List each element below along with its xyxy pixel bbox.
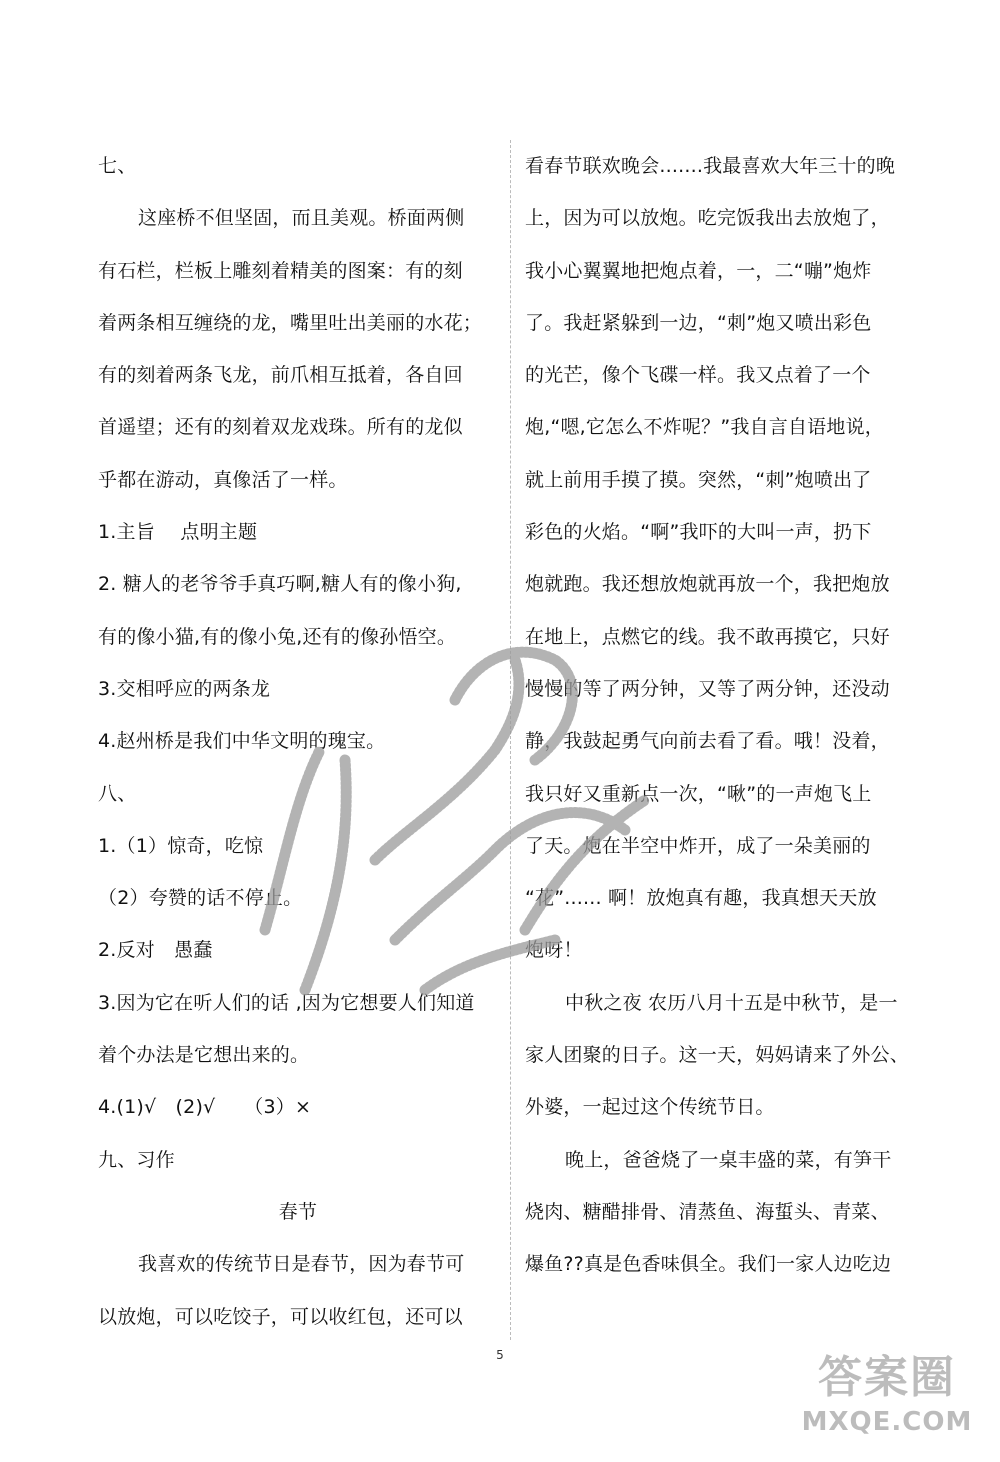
left-text-line: 3.因为它在听人们的话 ,因为它想要人们知道 [98,991,475,1014]
right-text-line: 了。我赶紧躲到一边，“刺”炮又喷出彩色 [525,311,872,334]
left-text-line: 八、 [98,782,137,805]
right-text-line: 慢慢的等了两分钟，又等了两分钟，还没动 [525,677,890,700]
right-text-line: 炮,“嗯,它怎么不炸呢？”我自言自语地说， [525,416,884,439]
page-number: 5 [496,1348,504,1362]
right-text-line: 上，因为可以放炮。吃完饭我出去放炮了， [525,207,890,230]
left-text-line: 乎都在游动，真像活了一样。 [98,468,348,491]
right-text-line: 中秋之夜 农历八月十五是中秋节，是一 [565,991,898,1014]
left-text-line: 这座桥不但坚固，而且美观。桥面两侧 [138,207,465,230]
right-text-line: 爆鱼??真是色香味俱全。我们一家人边吃边 [525,1253,892,1276]
right-text-line: 看春节联欢晚会.......我最喜欢大年三十的晚 [525,155,896,177]
right-text-line: 我只好又重新点一次，“啾”的一声炮飞上 [525,782,872,805]
left-text-line: 4.(1)√ (2)√ （3）× [98,1096,312,1119]
right-text-line: 了天。炮在半空中炸开，成了一朵美丽的 [525,834,871,857]
left-text-line: 有的刻着两条飞龙，前爪相互抵着，各自回 [98,364,463,387]
left-text-line: 2.反对 愚蠢 [98,939,213,962]
left-text-line: 以放炮，可以吃饺子，可以收红包，还可以 [98,1305,463,1328]
left-text-line: 1.主旨 点明主题 [98,521,258,544]
right-text-line: 彩色的火焰。“啊”我吓的大叫一声，扔下 [525,521,872,544]
right-text-line: 烧肉、糖醋排骨、清蒸鱼、海蜇头、青菜、 [525,1200,890,1223]
left-text-line: （2）夸赞的话不停止。 [98,887,303,910]
site-logo [792,1350,982,1450]
left-text-line: 有的像小猫,有的像小兔,还有的像孙悟空。 [98,625,457,648]
right-text-line: 的光芒，像个飞碟一样。我又点着了一个 [525,364,871,387]
left-text-line: 我喜欢的传统节日是春节，因为春节可 [138,1253,465,1276]
right-text-line: “花”...... 啊！放炮真有趣，我真想天天放 [525,887,877,910]
left-text-line: 九、习作 [98,1148,175,1171]
right-text-line: 外婆，一起过这个传统节日。 [525,1096,775,1119]
right-text-line: 炮就跑。我还想放炮就再放一个，我把炮放 [525,573,890,596]
left-text-line: 3.交相呼应的两条龙 [98,677,271,700]
left-text-line: 春节 [278,1200,318,1223]
left-text-line: 着个办法是它想出来的。 [98,1044,310,1067]
right-text-line: 在地上，点燃它的线。我不敢再摸它，只好 [525,625,890,648]
left-text-line: 首遥望；还有的刻着双龙戏珠。所有的龙似 [98,416,463,439]
left-text-line: 着两条相互缠绕的龙，嘴里吐出美丽的水花； [98,311,483,334]
logo-sub-text: MXQE.COM [801,1407,973,1437]
left-text-line: 七、 [98,155,137,177]
right-text-line: 晚上，爸爸烧了一桌丰盛的菜，有笋干 [565,1148,892,1171]
left-text-line: 2. 糖人的老爷爷手真巧啊,糖人有的像小狗, [98,573,462,596]
logo-main-text: 答案圈 [818,1352,956,1403]
right-text-line: 家人团聚的日子。这一天，妈妈请来了外公、 [525,1044,910,1067]
signature-watermark [225,600,685,1020]
left-text-line: 4.赵州桥是我们中华文明的瑰宝。 [98,730,386,753]
right-text-line: 炮呀！ [525,939,583,962]
right-text-line: 我小心翼翼地把炮点着，一，二“嘣”炮炸 [525,259,872,282]
left-text-line: 有石栏，栏板上雕刻着精美的图案：有的刻 [98,259,463,282]
right-text-line: 静，我鼓起勇气向前去看了看。哦！没着， [525,730,890,753]
right-text-line: 就上前用手摸了摸。突然，“刺”炮喷出了 [525,468,872,491]
left-text-line: 1.（1）惊奇，吃惊 [98,834,264,857]
